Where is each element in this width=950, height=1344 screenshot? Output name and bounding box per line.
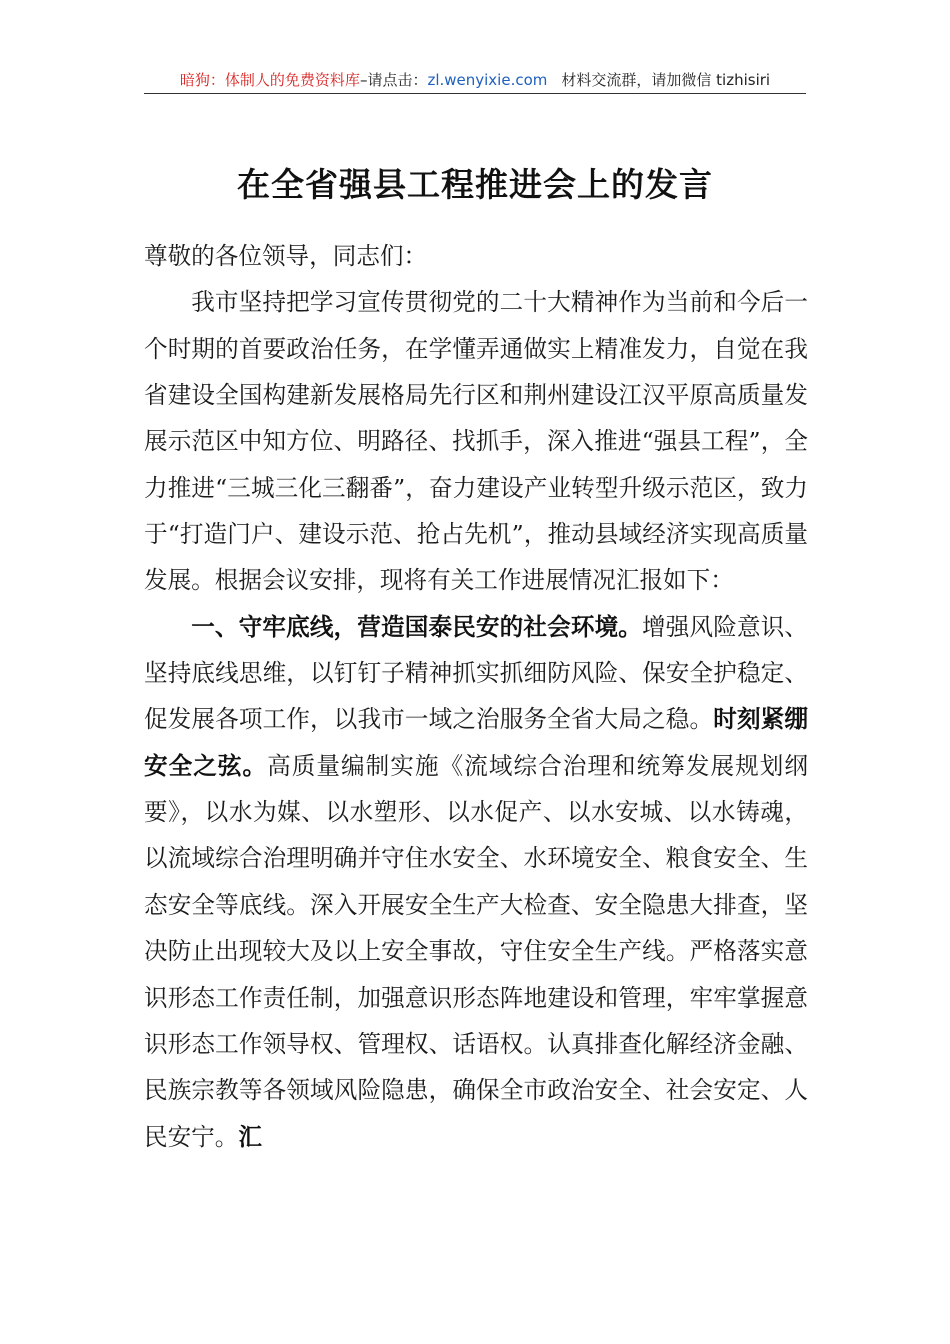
page-header xyxy=(144,66,806,94)
section-one-detail-text: 高质量编制实施《流域综合治理和统筹发展规划纲要》，以水为媒、以水塑形、以水促产、以水安城、以水铸魂，以流域综合治理明确并守住水安全、水环境安全、粮食安全、生态安全等底线。深入开展安全生产大检查、安全隐患大排查，坚决防止出现较大及以上安全事故，守住安全生产线。严格落实意识形态工作责任制，加强意识形态阵地建设和管理，牢牢掌握意识形态工作领导权、管理权、话语权。认真排查化解经济金融、民族宗教等各领域风险隐患，确保全市政治安全、社会安定、人民安宁。 xyxy=(144,751,808,1151)
section-one-trailing-bold: 汇 xyxy=(238,1122,262,1151)
section-one-heading: 一、守牢底线，营造国泰民安的社会环境。 xyxy=(191,612,643,641)
section-one-text: 增强风险意识、坚持底线思维，以钉钉子精神抓实抓细防风险、保安全护稳定、促发展各项工作，以我市一域之治服务全省大局之稳。 xyxy=(144,612,809,734)
header-click-prompt: –请点击： xyxy=(359,71,428,89)
header-url-link[interactable]: zl.wenyixie.com xyxy=(427,71,548,89)
header-brand: 暗狗：体制人的免费资料库 xyxy=(179,71,360,89)
section-one-paragraph xyxy=(144,604,808,1160)
salutation: 尊敬的各位领导，同志们： xyxy=(144,242,428,270)
intro-paragraph: 我市坚持把学习宣传贯彻党的二十大精神作为当前和今后一个时期的首要政治任务，在学懂弄通做实上精准发力，自觉在我省建设全国构建新发展格局先行区和荆州建设江汉平原高质量发展示范区中知方位、明路径、找抓手，深入推进“强县工程”，全力推进“三城三化三翻番”，奋力建设产业转型升级示范区，致力于“打造门户、建设示范、抢占先机”，推动县域经济实现高质量发展。根据会议安排，现将有关工作进展情况汇报如下： xyxy=(144,288,808,595)
section-one-subheading: 时刻紧绷安全之弦。 xyxy=(144,705,808,780)
header-group-note: 材料交流群，请加微信 tizhisiri xyxy=(561,71,771,89)
document-title: 在全省强县工程推进会上的发言 xyxy=(237,165,713,204)
document-body xyxy=(144,233,808,1160)
